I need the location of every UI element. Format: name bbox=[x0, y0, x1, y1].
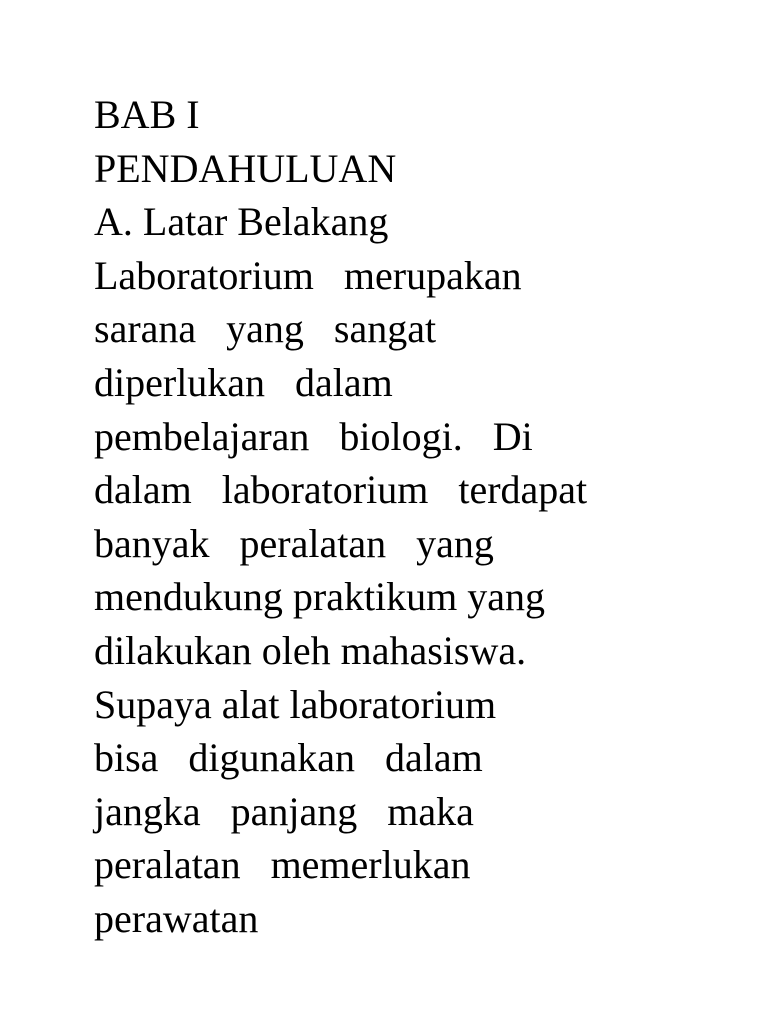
body-line: banyak peralatan yang bbox=[94, 520, 494, 566]
body-line: diperlukan dalam bbox=[94, 359, 393, 405]
body-line: bisa digunakan dalam bbox=[94, 735, 483, 781]
body-line: mendukung praktikum yang bbox=[94, 574, 546, 620]
body-line: Supaya alat laboratorium bbox=[94, 681, 497, 727]
body-line: dalam laboratorium terdapat bbox=[94, 467, 588, 513]
section-heading: A. Latar Belakang bbox=[94, 199, 389, 245]
body-line: pembelajaran biologi. Di bbox=[94, 413, 533, 459]
chapter-title: PENDAHULUAN bbox=[94, 145, 397, 191]
body-line: Laboratorium merupakan bbox=[94, 252, 522, 298]
body-line: dilakukan oleh mahasiswa. bbox=[94, 627, 527, 673]
body-line: peralatan memerlukan bbox=[94, 842, 471, 888]
chapter-number: BAB I bbox=[94, 92, 200, 137]
body-line: jangka panjang maka bbox=[94, 788, 474, 834]
document-text bbox=[94, 88, 587, 946]
body-line: perawatan bbox=[94, 895, 259, 941]
body-line: sarana yang sangat bbox=[94, 306, 437, 352]
